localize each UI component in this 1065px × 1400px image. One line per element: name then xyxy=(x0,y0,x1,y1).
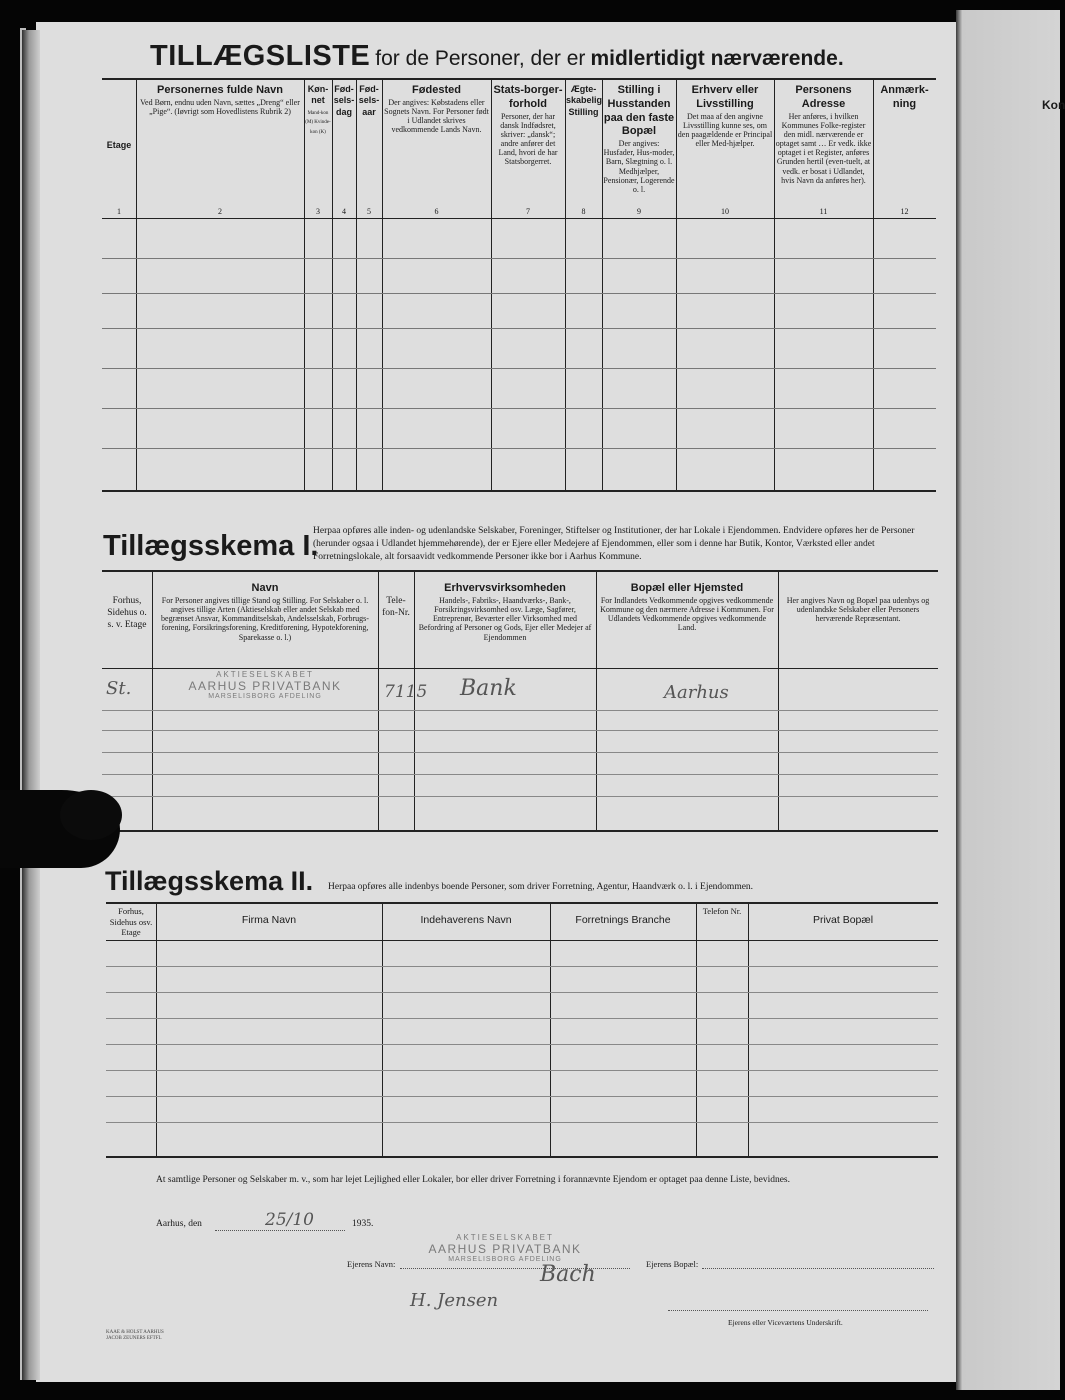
main-col-divider xyxy=(565,78,566,490)
skema2-col-divider xyxy=(550,902,551,1156)
footer-stamp xyxy=(405,1233,605,1263)
main-header-desc: Ved Børn, endnu uden Navn, sættes „Dreng“ eller „Pige“. (Iøvrigt som Hovedlistens Rubrik 2) xyxy=(140,97,300,116)
skema2-header-label: Telefon Nr. xyxy=(702,906,742,916)
main-col-number: 6 xyxy=(434,207,439,216)
skema2-header-col-6 xyxy=(750,914,936,927)
skema1-header-col-2 xyxy=(154,582,376,642)
skema1-header-desc: For Indlandets Vedkommende opgives vedkommende Kommune og den nærmere Adresse i Kommunen. For Udlandets Vedkommende opgives vedkommende Land. xyxy=(600,595,774,633)
main-col-number: 9 xyxy=(637,207,641,216)
skema2-col-divider xyxy=(696,902,697,1156)
main-row-rule xyxy=(102,408,936,409)
main-header-col-10 xyxy=(677,84,773,148)
main-header-col-8 xyxy=(566,84,601,118)
skema2-row-rule xyxy=(106,992,938,993)
skema1-header-col-4 xyxy=(416,582,594,642)
stamp-line2: AARHUS PRIVATBANK xyxy=(188,679,342,693)
thumb-tip-shadow xyxy=(60,790,122,840)
skema2-row-rule xyxy=(106,1122,938,1123)
title-emphasis: midlertidigt nærværende. xyxy=(590,47,844,70)
main-col-number: 2 xyxy=(218,207,222,216)
skema1-intro: Herpaa opføres alle inden- og udenlandske Selskaber, Foreninger, Stiftelser og Institutioner, der har Lokale i Ejendommen. Endvidere opføres her de Personer (herunder ogsaa i Udlandet hjemmehørende), der er Ejere eller Medejere af Ejendommen, eller som i denne har Butik, Kontor, Værksted eller andet Forretningslokale, alt forsaavidt vedkommende Personer ikke bor i Aarhus Kommune. xyxy=(313,526,915,562)
skema2-col-divider xyxy=(382,902,383,1156)
skema1-header-rule xyxy=(102,668,938,669)
main-row-rule xyxy=(102,293,936,294)
main-header-desc: Der angives: Husfader, Hus-moder, Barn, Slægtning o. l. Medhjælper, Pensionær, Logerende o. l. xyxy=(603,139,675,194)
main-col-number: 4 xyxy=(342,207,346,216)
skema2-header-label: Indehaverens Navn xyxy=(420,914,512,926)
main-row-rule xyxy=(102,368,936,369)
signature-line xyxy=(668,1310,928,1311)
year-label: 1935. xyxy=(352,1219,374,1229)
skema1-header-label: Navn xyxy=(251,582,279,594)
main-row-rule xyxy=(102,328,936,329)
main-col-number: 7 xyxy=(526,207,530,216)
skema2-header-col-1 xyxy=(108,906,154,938)
main-col-divider xyxy=(304,78,305,490)
skema2-header-label: Privat Bopæl xyxy=(812,914,874,926)
skema1-header-col-3 xyxy=(380,596,412,620)
skema2-row-rule xyxy=(106,1070,938,1071)
skema2-header-col-4 xyxy=(552,914,694,927)
adjacent-page xyxy=(956,10,1065,1390)
main-header-col-6 xyxy=(383,84,490,135)
skema1-col-divider xyxy=(596,570,597,830)
skema1-row-rule xyxy=(102,774,938,775)
skema1-header-col-6 xyxy=(780,596,936,624)
footer-stamp-line1: AKTIESELSKABET xyxy=(456,1233,554,1242)
main-header-desc: Mand-kon (M) Kvinde-kon (K) xyxy=(305,110,331,135)
main-row-rule xyxy=(102,448,936,449)
owner-address-line xyxy=(702,1268,934,1269)
signature-handwritten-2: H. Jensen xyxy=(410,1290,499,1311)
skema1-top-rule xyxy=(102,570,938,572)
skema1-header-label: Erhvervsvirksomheden xyxy=(444,582,566,594)
main-header-col-3 xyxy=(305,84,331,136)
skema1-header-desc: Handels-, Fabriks-, Haandværks-, Bank-, Forsikringsvirksomhed osv. Læge, Sagfører, Entreprenør, Beværter eller Virksomhed med Befordring af Personer og Gods, Ejer eller Medejer af Ejendommen xyxy=(418,595,592,642)
main-row-rule xyxy=(102,258,936,259)
skema2-row-rule xyxy=(106,1096,938,1097)
skema1-title: Tillægsskema I. xyxy=(103,530,319,562)
main-header-label: Køn-net xyxy=(307,84,329,106)
form-title xyxy=(150,40,844,73)
main-header-label: Anmærk-ning xyxy=(880,84,929,110)
main-header-col-2 xyxy=(137,84,303,116)
date-handwritten: 25/10 xyxy=(265,1210,314,1230)
main-header-desc: Det maa af den angivne Livsstilling kunne ses, om den paagældende er Principal eller Med-hjælper. xyxy=(677,111,773,149)
skema2-col-divider xyxy=(748,902,749,1156)
main-header-label: Personernes fulde Navn xyxy=(157,84,283,96)
stamp-line1: AKTIESELSKABET xyxy=(216,670,314,679)
printer-imprint: KAAE & HOLST AARHUS JACOB ZEUNERS EFTFL xyxy=(106,1330,164,1341)
main-col-number: 10 xyxy=(721,207,729,216)
main-header-label: Fød-sels-aar xyxy=(358,84,380,117)
main-col-number: 8 xyxy=(581,207,586,216)
main-col-number: 3 xyxy=(316,207,320,216)
skema1-col-divider xyxy=(378,570,379,830)
title-main: TILLÆGSLISTE xyxy=(150,40,371,72)
page-edge-shadow xyxy=(22,30,40,1380)
owner-name-label: Ejerens Navn: xyxy=(347,1259,396,1269)
main-header-col-1 xyxy=(103,140,135,151)
main-col-divider xyxy=(332,78,333,490)
skema2-bottom-rule xyxy=(106,1156,938,1158)
skema1-row-rule xyxy=(102,752,938,753)
skema1-row-rule xyxy=(102,796,938,797)
signature-label: Ejerens eller Viceværtens Underskrift. xyxy=(728,1318,843,1327)
main-col-number: 5 xyxy=(367,207,371,216)
main-col-divider xyxy=(136,78,137,490)
main-col-number: 11 xyxy=(819,207,828,216)
skema2-title: Tillægsskema II. xyxy=(105,866,314,896)
stamp-line3: MARSELISBORG AFDELING xyxy=(208,693,322,700)
place-label: Aarhus, den xyxy=(156,1219,202,1229)
main-header-desc: Personer, der har dansk Indfødsret, skriver: „dansk“; andre anfører det Land, hvori de har Statsborgerret. xyxy=(498,111,558,167)
skema1-entry-bopael: Aarhus xyxy=(664,682,729,703)
skema2-row-rule xyxy=(106,966,938,967)
skema1-header-col-1 xyxy=(104,596,150,632)
main-header-col-9 xyxy=(603,84,675,194)
main-header-label: Personens Adresse xyxy=(795,84,852,110)
skema2-header-col-5 xyxy=(698,906,746,917)
skema2-row-rule xyxy=(106,1018,938,1019)
main-col-number: 12 xyxy=(900,207,909,216)
skema1-header-col-5 xyxy=(598,582,776,633)
main-header-col-12 xyxy=(874,84,935,112)
owner-address-label: Ejerens Bopæl: xyxy=(646,1259,699,1269)
main-header-desc: Der angives: Købstadens eller Sognets Navn. For Personer født i Udlandet skrives vedkommende Lands Navn. xyxy=(384,97,489,135)
skema2-top-rule xyxy=(106,902,938,904)
main-header-label: Fødested xyxy=(412,84,461,96)
skema1-bottom-rule xyxy=(102,830,938,832)
adjacent-page-text: Kon xyxy=(1042,98,1065,112)
skema1-entry-stamp xyxy=(160,670,370,700)
skema1-col-divider xyxy=(778,570,779,830)
main-header-label: Stats-borger-forhold xyxy=(493,84,563,110)
skema1-row-rule xyxy=(102,710,938,711)
main-header-label: Stilling i Husstanden paa den faste Bopæl xyxy=(603,84,675,138)
main-col-divider xyxy=(382,78,383,490)
skema1-entry-etage: St. xyxy=(106,678,132,699)
main-header-label: Erhverv eller Livsstilling xyxy=(691,84,759,110)
skema1-header-label: Bopæl eller Hjemsted xyxy=(630,582,744,594)
footer-stamp-line3: MARSELISBORG AFDELING xyxy=(448,1256,562,1263)
main-header-label: Fød-sels-dag xyxy=(333,84,355,117)
title-middle: for de Personer, der er xyxy=(375,47,586,70)
skema2-row-rule xyxy=(106,1044,938,1045)
footer-stamp-line2: AARHUS PRIVATBANK xyxy=(428,1242,582,1256)
skema1-entry-telefon: 7115 xyxy=(384,682,428,702)
main-col-divider xyxy=(356,78,357,490)
date-line xyxy=(215,1230,345,1231)
skema1-row-rule xyxy=(102,730,938,731)
skema2-col-divider xyxy=(156,902,157,1156)
main-header-desc: Her anføres, i hvilken Kommunes Folke-register den midl. nærværende er optaget samt … Er vedk. ikke optaget i et Register, anføres Grunden hertil (even-tuelt, at vedk. er bosat i Udlandet, hvis Navn da anføres her). xyxy=(775,111,872,185)
skema2-intro: Herpaa opføres alle indenbys boende Personer, som driver Forretning, Agentur, Haandværk o. l. i Ejendommen. xyxy=(328,882,754,892)
skema1-header-desc: For Personer angives tillige Stand og Stilling. For Selskaber o. l. angives tillige Arten (Aktieselskab eller andet Selskab med begrænset Ansvar, Kommanditselskab, Andelsselskab, Forbrugs-forening, Forsikringsforening, Kreditforening, Hypotekforening, Sparekasse o. l.) xyxy=(161,595,369,642)
skema1-col-divider xyxy=(152,570,153,830)
skema2-table xyxy=(106,902,938,1158)
main-header-label: Etage xyxy=(106,140,132,150)
attestation-text: At samtlige Personer og Selskaber m. v., som har lejet Lejlighed eller Lokaler, bor eller driver Forretning i forannævnte Ejendom er optaget paa denne Liste, bevidnes. xyxy=(156,1175,790,1185)
skema1-header-label: Forhus, Sidehus o. s. v. Etage xyxy=(107,596,147,630)
skema2-header-col-3 xyxy=(384,914,548,927)
main-col-divider xyxy=(873,78,874,490)
skema2-header-label: Forretnings Branche xyxy=(575,914,671,926)
skema2-header-label: Forhus, Sidehus osv. Etage xyxy=(109,906,153,938)
main-header-col-11 xyxy=(775,84,872,185)
main-header-col-7 xyxy=(492,84,564,167)
skema1-header-label: Tele-fon-Nr. xyxy=(382,596,410,618)
main-header-col-4 xyxy=(333,84,355,118)
skema2-header-col-2 xyxy=(158,914,380,927)
signature-handwritten-1: Bach xyxy=(540,1262,596,1287)
main-header-col-5 xyxy=(357,84,381,118)
skema2-header-rule xyxy=(106,940,938,941)
skema1-header-desc: Her angives Navn og Bopæl paa udenbys og udenlandske Selskaber eller Personers herværende Repræsentant. xyxy=(786,596,930,624)
skema1-entry-erhverv: Bank xyxy=(460,676,517,701)
main-header-label: Ægte-skabelig Stilling xyxy=(566,84,603,117)
skema2-header-label: Firma Navn xyxy=(241,914,297,926)
main-col-number: 1 xyxy=(117,207,121,216)
